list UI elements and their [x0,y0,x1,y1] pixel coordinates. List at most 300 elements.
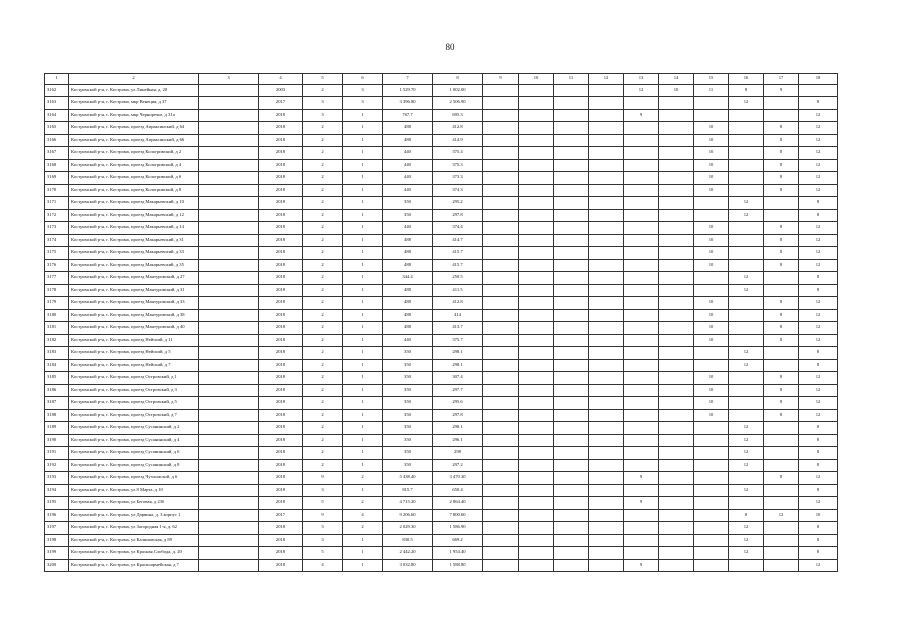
address-cell: Костромской р-н, г. Кострома, проезд Сусанинский, д 2 [69,422,199,435]
col-15-cell [694,534,729,547]
col-15-cell [694,509,729,522]
col-14-cell [659,434,694,447]
col-3-cell [199,309,259,322]
col-18-cell: 12 [799,159,838,172]
col-16-cell [729,409,764,422]
floors-cell: 2 [303,134,343,147]
address-cell: Костромской р-н, г. Кострома, проезд Макарьевский, д 14 [69,222,199,235]
col-10-cell [519,272,554,285]
entrances-cell: 2 [343,472,383,485]
col-14-cell [659,547,694,560]
col-16-cell: 12 [729,197,764,210]
table-row [45,222,838,235]
total-area-cell: 350 [383,409,433,422]
col-12-cell [589,97,624,110]
total-area-cell: 350 [383,359,433,372]
col-10-cell [519,434,554,447]
col-3-cell [199,522,259,535]
col-16-cell [729,259,764,272]
address-cell: Костромской р-н, г. Кострома, проезд Макарьевский, д 33 [69,247,199,260]
col-11-cell [554,434,589,447]
total-area-cell: 9 206.60 [383,509,433,522]
col-13-cell [624,384,659,397]
address-cell: Костромской р-н, г. Кострома, ул Линейная, д. 20 [69,84,199,97]
row-number-cell: 3195 [45,497,69,510]
col-3-cell [199,284,259,297]
floors-cell: 2 [303,209,343,222]
col-12-cell [589,409,624,422]
floors-cell: 2 [303,122,343,135]
total-area-cell: 344.4 [383,272,433,285]
col-9-cell [483,159,519,172]
col-11-cell [554,522,589,535]
col-15-cell: 10 [694,334,729,347]
floors-cell: 2 [303,322,343,335]
total-area-cell: 350 [383,347,433,360]
col-11-cell [554,422,589,435]
col-18-cell: 8 [799,209,838,222]
entrances-cell: 1 [343,397,383,410]
col-18-cell: 8 [799,484,838,497]
col-16-cell: 12 [729,534,764,547]
col-13-cell [624,222,659,235]
col-16-cell [729,247,764,260]
col-3-cell [199,84,259,97]
col-11-cell [554,234,589,247]
table-row [45,259,838,272]
address-cell: Костромской р-н, г. Кострома, проезд Мантуровский, д 38 [69,309,199,322]
col-10-cell [519,547,554,560]
living-area-cell: 414 [433,309,483,322]
col-12-cell [589,222,624,235]
col-3-cell [199,109,259,122]
col-12-cell [589,84,624,97]
col-15-cell: 10 [694,234,729,247]
col-12-cell [589,247,624,260]
col-10-cell [519,484,554,497]
col-11-cell [554,384,589,397]
entrances-cell: 2 [343,522,383,535]
address-cell: Костромской р-н, г. Кострома, ул Беговая, д 23б [69,497,199,510]
row-number-cell: 3179 [45,297,69,310]
total-area-cell: 488 [383,122,433,135]
col-3-cell [199,122,259,135]
col-11-cell [554,559,589,572]
col-12-cell [589,559,624,572]
col-13-cell [624,159,659,172]
year-cell: 2018 [259,297,303,310]
col-12-cell [589,509,624,522]
entrances-cell: 3 [343,84,383,97]
year-cell: 2003 [259,84,303,97]
col-11-cell [554,272,589,285]
entrances-cell: 1 [343,384,383,397]
col-18-cell: 8 [799,522,838,535]
col-16-cell: 12 [729,209,764,222]
row-number-cell: 3178 [45,284,69,297]
col-3-cell [199,384,259,397]
address-cell: Костромской р-н, г. Кострома, ул 8 Марта, д 10 [69,484,199,497]
table-row [45,284,838,297]
year-cell: 2018 [259,209,303,222]
total-area-cell: 2 029.30 [383,522,433,535]
living-area-cell: 297.7 [433,384,483,397]
year-cell: 2018 [259,172,303,185]
col-13-cell [624,122,659,135]
total-area-cell: 350 [383,447,433,460]
living-area-cell: 2 864.40 [433,497,483,510]
col-15-cell: 10 [694,172,729,185]
col-14-cell [659,484,694,497]
col-11-cell [554,484,589,497]
col-12-cell [589,347,624,360]
col-11-cell [554,409,589,422]
col-15-cell [694,559,729,572]
col-9-cell [483,347,519,360]
col-10-cell [519,134,554,147]
col-17-cell [764,534,799,547]
col-11-cell [554,447,589,460]
row-number-cell: 3182 [45,334,69,347]
floors-cell: 2 [303,422,343,435]
col-16-cell: 8 [729,509,764,522]
col-9-cell [483,422,519,435]
row-number-cell: 3171 [45,197,69,210]
col-9-cell [483,172,519,185]
row-number-cell: 3184 [45,359,69,372]
living-area-cell: 411.5 [433,284,483,297]
living-area-cell: 297.8 [433,409,483,422]
col-9-cell [483,134,519,147]
col-17-cell [764,347,799,360]
col-10-cell [519,359,554,372]
col-13-cell [624,522,659,535]
col-14-cell [659,209,694,222]
col-11-cell [554,97,589,110]
col-15-cell [694,422,729,435]
floors-cell: 2 [303,347,343,360]
col-12-cell [589,259,624,272]
entrances-cell: 1 [343,147,383,160]
column-header-9: 9 [483,74,519,85]
table-row [45,422,838,435]
entrances-cell: 1 [343,459,383,472]
col-15-cell: 10 [694,159,729,172]
col-10-cell [519,497,554,510]
col-16-cell [729,159,764,172]
col-11-cell [554,309,589,322]
col-9-cell [483,459,519,472]
address-cell: Костромской р-н, г. Кострома, проезд Сусанинский, д 8 [69,459,199,472]
row-number-cell: 3166 [45,134,69,147]
address-cell: Костромской р-н, г. Кострома, проезд Островский, д 7 [69,409,199,422]
total-area-cell: 488 [383,322,433,335]
col-11-cell [554,509,589,522]
col-14-cell [659,409,694,422]
col-13-cell [624,147,659,160]
col-9-cell [483,384,519,397]
col-15-cell: 10 [694,222,729,235]
col-14-cell [659,197,694,210]
total-area-cell: 830.5 [383,534,433,547]
col-15-cell [694,497,729,510]
address-cell: Костромской р-н, г. Кострома, проезд Островский, д 5 [69,397,199,410]
col-15-cell [694,484,729,497]
col-18-cell: 12 [799,409,838,422]
col-12-cell [589,109,624,122]
col-15-cell [694,472,729,485]
col-16-cell [729,559,764,572]
col-13-cell: 12 [624,84,659,97]
floors-cell: 2 [303,334,343,347]
living-area-cell: 250.5 [433,272,483,285]
year-cell: 2018 [259,222,303,235]
col-11-cell [554,297,589,310]
col-11-cell [554,222,589,235]
address-cell: Костромской р-н, г. Кострома, ул Дарвина, д. 3 корпус 1 [69,509,199,522]
col-18-cell: 12 [799,259,838,272]
col-18-cell: 12 [799,147,838,160]
row-number-cell: 3183 [45,347,69,360]
year-cell: 2018 [259,372,303,385]
col-3-cell [199,422,259,435]
floors-cell: 2 [303,159,343,172]
col-14-cell [659,509,694,522]
living-area-cell: 375.3 [433,159,483,172]
table-row [45,234,838,247]
col-10-cell [519,522,554,535]
col-14-cell [659,134,694,147]
col-9-cell [483,322,519,335]
col-12-cell [589,134,624,147]
col-9-cell [483,297,519,310]
col-13-cell [624,209,659,222]
col-11-cell [554,459,589,472]
year-cell: 2018 [259,484,303,497]
column-header-17: 17 [764,74,799,85]
col-10-cell [519,234,554,247]
col-12-cell [589,522,624,535]
col-11-cell [554,134,589,147]
col-3-cell [199,322,259,335]
col-18-cell: 12 [799,297,838,310]
col-11-cell [554,347,589,360]
living-area-cell: 412.8 [433,122,483,135]
col-17-cell: 8 [764,222,799,235]
row-number-cell: 3189 [45,422,69,435]
col-3-cell [199,209,259,222]
col-13-cell [624,334,659,347]
living-area-cell: 375.4 [433,147,483,160]
floors-cell: 3 [303,522,343,535]
row-number-cell: 3185 [45,372,69,385]
col-17-cell [764,522,799,535]
col-17-cell: 8 [764,159,799,172]
col-18-cell: 12 [799,172,838,185]
address-cell: Костромской р-н, г. Кострома, проезд Макарьевский, д 31 [69,234,199,247]
col-9-cell [483,547,519,560]
column-header-11: 11 [554,74,589,85]
floors-cell: 2 [303,272,343,285]
floors-cell: 2 [303,459,343,472]
col-3-cell [199,134,259,147]
col-14-cell [659,97,694,110]
year-cell: 2018 [259,497,303,510]
address-cell: Костромской р-н, г. Кострома, ул Загородная 1-я, д. 62 [69,522,199,535]
floors-cell: 2 [303,84,343,97]
year-cell: 2018 [259,559,303,572]
table-row [45,272,838,285]
col-11-cell [554,372,589,385]
col-10-cell [519,422,554,435]
col-14-cell [659,334,694,347]
col-10-cell [519,247,554,260]
floors-cell: 3 [303,97,343,110]
total-area-cell: 4 715.20 [383,497,433,510]
col-13-cell [624,322,659,335]
entrances-cell: 1 [343,259,383,272]
entrances-cell: 1 [343,109,383,122]
row-number-cell: 3173 [45,222,69,235]
entrances-cell: 1 [343,547,383,560]
table-row [45,322,838,335]
col-17-cell [764,447,799,460]
year-cell: 2018 [259,147,303,160]
col-14-cell [659,447,694,460]
col-17-cell: 8 [764,172,799,185]
col-9-cell [483,509,519,522]
col-14-cell [659,297,694,310]
col-14-cell: 10 [659,84,694,97]
col-18-cell: 12 [799,234,838,247]
address-cell: Костромской р-н, г. Кострома, ул Красная Слобода, д. 20 [69,547,199,560]
col-17-cell [764,547,799,560]
entrances-cell: 1 [343,347,383,360]
col-15-cell [694,272,729,285]
address-cell: Костромской р-н, г. Кострома, ул Красноармейская, д 7 [69,559,199,572]
living-area-cell: 295.2 [433,197,483,210]
address-cell: Костромской р-н, г. Кострома, проезд Мантуровский, д 27 [69,272,199,285]
col-17-cell: 8 [764,397,799,410]
col-17-cell [764,422,799,435]
living-area-cell: 415.7 [433,247,483,260]
col-15-cell: 10 [694,397,729,410]
column-header-13: 13 [624,74,659,85]
table-row [45,434,838,447]
living-area-cell: 297.8 [433,209,483,222]
col-15-cell [694,97,729,110]
col-15-cell [694,522,729,535]
col-9-cell [483,522,519,535]
col-10-cell [519,122,554,135]
floors-cell: 3 [303,534,343,547]
row-number-cell: 3169 [45,172,69,185]
floors-cell: 9 [303,509,343,522]
col-17-cell: 8 [764,409,799,422]
total-area-cell: 350 [383,397,433,410]
col-9-cell [483,397,519,410]
col-9-cell [483,497,519,510]
col-18-cell: 12 [799,397,838,410]
entrances-cell: 1 [343,272,383,285]
col-17-cell: 9 [764,84,799,97]
col-11-cell [554,147,589,160]
living-area-cell: 413.7 [433,322,483,335]
column-number-row [45,74,838,85]
col-10-cell [519,534,554,547]
col-18-cell: 12 [799,472,838,485]
year-cell: 2018 [259,347,303,360]
col-12-cell [589,422,624,435]
address-cell: Костромской р-н, г. Кострома, проезд Островский, д 1 [69,372,199,385]
table-row [45,397,838,410]
col-15-cell [694,547,729,560]
col-3-cell [199,547,259,560]
year-cell: 2018 [259,259,303,272]
total-area-cell: 350 [383,372,433,385]
year-cell: 2018 [259,284,303,297]
col-12-cell [589,209,624,222]
row-number-cell: 3181 [45,322,69,335]
col-18-cell: 12 [799,559,838,572]
floors-cell: 5 [303,497,343,510]
col-11-cell [554,109,589,122]
col-13-cell: 9 [624,559,659,572]
col-9-cell [483,147,519,160]
col-18-cell: 8 [799,459,838,472]
col-9-cell [483,197,519,210]
col-13-cell [624,434,659,447]
col-10-cell [519,109,554,122]
entrances-cell: 1 [343,284,383,297]
col-10-cell [519,559,554,572]
col-16-cell: 12 [729,547,764,560]
col-13-cell [624,259,659,272]
total-area-cell: 350 [383,197,433,210]
address-cell: Костромской р-н, г. Кострома, проезд Апраксинский, д 64 [69,122,199,135]
col-10-cell [519,459,554,472]
table-row [45,522,838,535]
col-12-cell [589,434,624,447]
col-12-cell [589,147,624,160]
col-17-cell [764,359,799,372]
col-17-cell [764,434,799,447]
row-number-cell: 3174 [45,234,69,247]
table-row [45,534,838,547]
col-14-cell [659,422,694,435]
col-3-cell [199,259,259,272]
col-17-cell [764,209,799,222]
col-15-cell: 10 [694,259,729,272]
living-area-cell: 375.7 [433,334,483,347]
living-area-cell: 1 586.90 [433,522,483,535]
col-9-cell [483,209,519,222]
year-cell: 2018 [259,122,303,135]
col-10-cell [519,409,554,422]
col-14-cell [659,222,694,235]
col-11-cell [554,197,589,210]
col-13-cell [624,534,659,547]
floors-cell: 2 [303,147,343,160]
col-18-cell: 8 [799,547,838,560]
col-12-cell [589,284,624,297]
col-10-cell [519,222,554,235]
col-18-cell: 8 [799,272,838,285]
floors-cell: 3 [303,109,343,122]
year-cell: 2018 [259,397,303,410]
col-9-cell [483,359,519,372]
total-area-cell: 440 [383,159,433,172]
